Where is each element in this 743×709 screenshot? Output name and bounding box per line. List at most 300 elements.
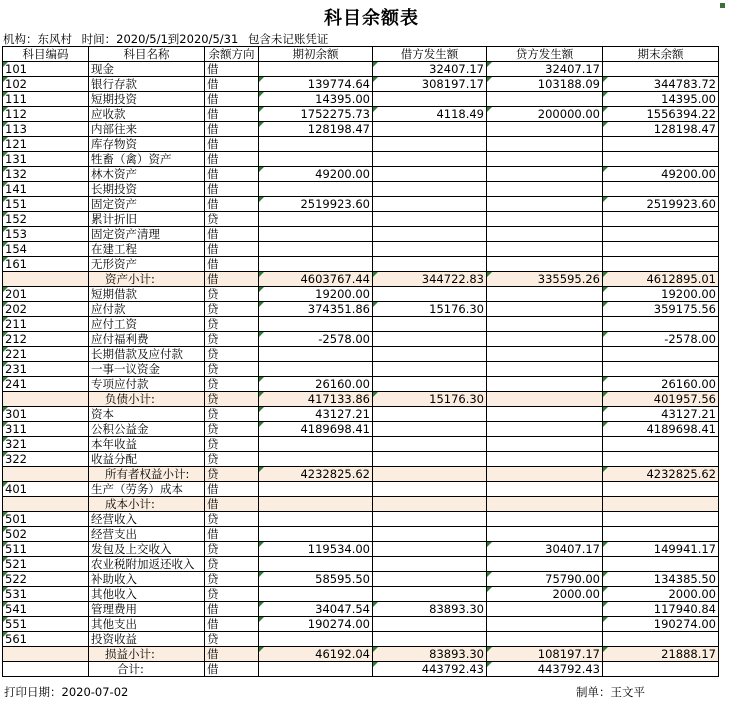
cell-opening[interactable]: 4603767.44 bbox=[259, 272, 373, 287]
cell-debit[interactable] bbox=[373, 452, 487, 467]
cell-name[interactable]: 损益小计: bbox=[89, 647, 205, 662]
cell-debit[interactable]: 443792.43 bbox=[373, 662, 487, 677]
cell-code[interactable] bbox=[3, 467, 89, 482]
cell-closing[interactable] bbox=[603, 452, 719, 467]
cell-code[interactable]: 551 bbox=[3, 617, 89, 632]
cell-code[interactable]: 202 bbox=[3, 302, 89, 317]
cell-credit[interactable] bbox=[487, 617, 603, 632]
cell-name[interactable]: 专项应付款 bbox=[89, 377, 205, 392]
cell-name[interactable]: 其他收入 bbox=[89, 587, 205, 602]
cell-closing[interactable] bbox=[603, 242, 719, 257]
cell-code[interactable]: 311 bbox=[3, 422, 89, 437]
cell-closing[interactable]: 149941.17 bbox=[603, 542, 719, 557]
cell-name[interactable]: 短期借款 bbox=[89, 287, 205, 302]
cell-code[interactable]: 531 bbox=[3, 587, 89, 602]
cell-direction[interactable]: 借 bbox=[205, 527, 259, 542]
cell-credit[interactable] bbox=[487, 122, 603, 137]
col-header-code[interactable]: 科目编码 bbox=[3, 47, 89, 62]
cell-closing[interactable]: 4612895.01 bbox=[603, 272, 719, 287]
cell-credit[interactable] bbox=[487, 392, 603, 407]
cell-credit[interactable]: 335595.26 bbox=[487, 272, 603, 287]
cell-debit[interactable] bbox=[373, 137, 487, 152]
cell-name[interactable]: 固定资产清理 bbox=[89, 227, 205, 242]
cell-opening[interactable]: 139774.64 bbox=[259, 77, 373, 92]
cell-name[interactable]: 库存物资 bbox=[89, 137, 205, 152]
cell-debit[interactable] bbox=[373, 182, 487, 197]
cell-opening[interactable] bbox=[259, 632, 373, 647]
cell-name[interactable]: 生产（劳务）成本 bbox=[89, 482, 205, 497]
cell-code[interactable]: 161 bbox=[3, 257, 89, 272]
cell-opening[interactable] bbox=[259, 257, 373, 272]
cell-credit[interactable] bbox=[487, 497, 603, 512]
cell-opening[interactable]: 49200.00 bbox=[259, 167, 373, 182]
cell-direction[interactable]: 贷 bbox=[205, 437, 259, 452]
cell-name[interactable]: 应付款 bbox=[89, 302, 205, 317]
cell-debit[interactable]: 344722.83 bbox=[373, 272, 487, 287]
cell-debit[interactable] bbox=[373, 122, 487, 137]
cell-opening[interactable] bbox=[259, 557, 373, 572]
cell-closing[interactable] bbox=[603, 527, 719, 542]
cell-direction[interactable]: 借 bbox=[205, 617, 259, 632]
cell-name[interactable]: 投资收益 bbox=[89, 632, 205, 647]
cell-direction[interactable]: 贷 bbox=[205, 317, 259, 332]
cell-debit[interactable] bbox=[373, 542, 487, 557]
cell-debit[interactable] bbox=[373, 377, 487, 392]
cell-debit[interactable] bbox=[373, 572, 487, 587]
cell-closing[interactable]: 134385.50 bbox=[603, 572, 719, 587]
cell-credit[interactable] bbox=[487, 437, 603, 452]
cell-code[interactable] bbox=[3, 662, 89, 677]
cell-direction[interactable]: 借 bbox=[205, 662, 259, 677]
cell-code[interactable]: 102 bbox=[3, 77, 89, 92]
cell-credit[interactable] bbox=[487, 152, 603, 167]
cell-code[interactable]: 101 bbox=[3, 62, 89, 77]
cell-opening[interactable]: 2519923.60 bbox=[259, 197, 373, 212]
cell-closing[interactable] bbox=[603, 362, 719, 377]
cell-closing[interactable]: 21888.17 bbox=[603, 647, 719, 662]
cell-credit[interactable]: 108197.17 bbox=[487, 647, 603, 662]
cell-name[interactable]: 现金 bbox=[89, 62, 205, 77]
cell-debit[interactable] bbox=[373, 332, 487, 347]
cell-opening[interactable]: 119534.00 bbox=[259, 542, 373, 557]
cell-credit[interactable] bbox=[487, 452, 603, 467]
cell-direction[interactable]: 借 bbox=[205, 272, 259, 287]
cell-closing[interactable] bbox=[603, 662, 719, 677]
cell-opening[interactable]: 58595.50 bbox=[259, 572, 373, 587]
cell-name[interactable]: 经营支出 bbox=[89, 527, 205, 542]
cell-credit[interactable] bbox=[487, 287, 603, 302]
cell-direction[interactable]: 借 bbox=[205, 242, 259, 257]
cell-opening[interactable]: 374351.86 bbox=[259, 302, 373, 317]
cell-code[interactable] bbox=[3, 647, 89, 662]
cell-opening[interactable]: 4232825.62 bbox=[259, 467, 373, 482]
cell-credit[interactable] bbox=[487, 302, 603, 317]
col-header-name[interactable]: 科目名称 bbox=[89, 47, 205, 62]
cell-debit[interactable] bbox=[373, 347, 487, 362]
cell-debit[interactable] bbox=[373, 527, 487, 542]
cell-closing[interactable] bbox=[603, 317, 719, 332]
cell-name[interactable]: 补助收入 bbox=[89, 572, 205, 587]
cell-name[interactable]: 在建工程 bbox=[89, 242, 205, 257]
cell-credit[interactable] bbox=[487, 377, 603, 392]
col-header-credit[interactable]: 贷方发生额 bbox=[487, 47, 603, 62]
cell-direction[interactable]: 贷 bbox=[205, 347, 259, 362]
cell-code[interactable]: 301 bbox=[3, 407, 89, 422]
cell-opening[interactable] bbox=[259, 512, 373, 527]
cell-closing[interactable]: 1556394.22 bbox=[603, 107, 719, 122]
cell-debit[interactable] bbox=[373, 197, 487, 212]
cell-direction[interactable]: 借 bbox=[205, 647, 259, 662]
cell-code[interactable]: 502 bbox=[3, 527, 89, 542]
cell-credit[interactable]: 32407.17 bbox=[487, 62, 603, 77]
cell-credit[interactable] bbox=[487, 137, 603, 152]
cell-name[interactable]: 应收款 bbox=[89, 107, 205, 122]
cell-code[interactable] bbox=[3, 497, 89, 512]
cell-debit[interactable] bbox=[373, 407, 487, 422]
cell-closing[interactable]: 49200.00 bbox=[603, 167, 719, 182]
cell-debit[interactable] bbox=[373, 212, 487, 227]
cell-code[interactable]: 522 bbox=[3, 572, 89, 587]
cell-direction[interactable]: 借 bbox=[205, 167, 259, 182]
cell-closing[interactable]: 359175.56 bbox=[603, 302, 719, 317]
cell-debit[interactable] bbox=[373, 167, 487, 182]
cell-credit[interactable]: 103188.09 bbox=[487, 77, 603, 92]
cell-name[interactable]: 成本小计: bbox=[89, 497, 205, 512]
cell-debit[interactable]: 15176.30 bbox=[373, 302, 487, 317]
cell-debit[interactable] bbox=[373, 362, 487, 377]
cell-name[interactable]: 公积公益金 bbox=[89, 422, 205, 437]
cell-debit[interactable]: 83893.30 bbox=[373, 647, 487, 662]
cell-direction[interactable]: 借 bbox=[205, 152, 259, 167]
cell-closing[interactable]: 344783.72 bbox=[603, 77, 719, 92]
cell-credit[interactable] bbox=[487, 467, 603, 482]
cell-code[interactable]: 511 bbox=[3, 542, 89, 557]
cell-opening[interactable]: 46192.04 bbox=[259, 647, 373, 662]
cell-opening[interactable]: 417133.86 bbox=[259, 392, 373, 407]
cell-opening[interactable] bbox=[259, 182, 373, 197]
cell-code[interactable]: 541 bbox=[3, 602, 89, 617]
cell-name[interactable]: 累计折旧 bbox=[89, 212, 205, 227]
cell-debit[interactable] bbox=[373, 497, 487, 512]
cell-code[interactable]: 112 bbox=[3, 107, 89, 122]
cell-debit[interactable]: 308197.17 bbox=[373, 77, 487, 92]
cell-name[interactable]: 管理费用 bbox=[89, 602, 205, 617]
cell-direction[interactable]: 贷 bbox=[205, 362, 259, 377]
cell-opening[interactable] bbox=[259, 137, 373, 152]
cell-code[interactable]: 153 bbox=[3, 227, 89, 242]
cell-debit[interactable] bbox=[373, 152, 487, 167]
cell-closing[interactable] bbox=[603, 62, 719, 77]
cell-direction[interactable]: 借 bbox=[205, 482, 259, 497]
cell-direction[interactable]: 借 bbox=[205, 227, 259, 242]
subtotal-row bbox=[3, 272, 719, 287]
cell-direction[interactable]: 借 bbox=[205, 92, 259, 107]
cell-closing[interactable]: 26160.00 bbox=[603, 377, 719, 392]
cell-closing[interactable] bbox=[603, 212, 719, 227]
cell-closing[interactable]: 4189698.41 bbox=[603, 422, 719, 437]
cell-direction[interactable]: 贷 bbox=[205, 332, 259, 347]
note-label: 包含未记账凭证 bbox=[247, 32, 329, 46]
cell-debit[interactable] bbox=[373, 287, 487, 302]
cell-code[interactable]: 212 bbox=[3, 332, 89, 347]
cell-debit[interactable]: 83893.30 bbox=[373, 602, 487, 617]
cell-closing[interactable]: 117940.84 bbox=[603, 602, 719, 617]
cell-credit[interactable] bbox=[487, 362, 603, 377]
cell-opening[interactable] bbox=[259, 452, 373, 467]
cell-debit[interactable] bbox=[373, 482, 487, 497]
cell-direction[interactable]: 贷 bbox=[205, 407, 259, 422]
cell-closing[interactable]: -2578.00 bbox=[603, 332, 719, 347]
cell-code[interactable]: 111 bbox=[3, 92, 89, 107]
cell-name[interactable]: 收益分配 bbox=[89, 452, 205, 467]
cell-direction[interactable]: 贷 bbox=[205, 587, 259, 602]
cell-name[interactable]: 应付福利费 bbox=[89, 332, 205, 347]
cell-closing[interactable]: 2519923.60 bbox=[603, 197, 719, 212]
cell-debit[interactable] bbox=[373, 632, 487, 647]
cell-opening[interactable]: 4189698.41 bbox=[259, 422, 373, 437]
cell-opening[interactable]: 1752275.73 bbox=[259, 107, 373, 122]
cell-opening[interactable] bbox=[259, 212, 373, 227]
cell-code[interactable]: 132 bbox=[3, 167, 89, 182]
cell-direction[interactable]: 借 bbox=[205, 62, 259, 77]
cell-name[interactable]: 农业税附加返还收入 bbox=[89, 557, 205, 572]
cell-opening[interactable]: 26160.00 bbox=[259, 377, 373, 392]
cell-closing[interactable] bbox=[603, 482, 719, 497]
cell-code[interactable]: 113 bbox=[3, 122, 89, 137]
cell-name[interactable]: 资产小计: bbox=[89, 272, 205, 287]
cell-credit[interactable] bbox=[487, 347, 603, 362]
cell-opening[interactable]: -2578.00 bbox=[259, 332, 373, 347]
cell-code[interactable]: 141 bbox=[3, 182, 89, 197]
cell-direction[interactable]: 贷 bbox=[205, 392, 259, 407]
cell-direction[interactable]: 贷 bbox=[205, 632, 259, 647]
cell-debit[interactable] bbox=[373, 257, 487, 272]
cell-opening[interactable] bbox=[259, 242, 373, 257]
cell-direction[interactable]: 贷 bbox=[205, 287, 259, 302]
table-row bbox=[3, 377, 719, 392]
cell-credit[interactable] bbox=[487, 317, 603, 332]
cell-credit[interactable] bbox=[487, 632, 603, 647]
cell-opening[interactable]: 19200.00 bbox=[259, 287, 373, 302]
cell-credit[interactable] bbox=[487, 527, 603, 542]
cell-credit[interactable]: 200000.00 bbox=[487, 107, 603, 122]
cell-name[interactable]: 一事一议资金 bbox=[89, 362, 205, 377]
col-header-opening[interactable]: 期初余额 bbox=[259, 47, 373, 62]
cell-closing[interactable]: 128198.47 bbox=[603, 122, 719, 137]
cell-opening[interactable] bbox=[259, 362, 373, 377]
cell-name[interactable]: 本年收益 bbox=[89, 437, 205, 452]
cell-debit[interactable] bbox=[373, 227, 487, 242]
cell-direction[interactable]: 贷 bbox=[205, 212, 259, 227]
cell-debit[interactable] bbox=[373, 617, 487, 632]
cell-credit[interactable]: 443792.43 bbox=[487, 662, 603, 677]
cell-direction[interactable]: 贷 bbox=[205, 467, 259, 482]
cell-credit[interactable] bbox=[487, 512, 603, 527]
cell-code[interactable]: 211 bbox=[3, 317, 89, 332]
cell-debit[interactable] bbox=[373, 437, 487, 452]
cell-closing[interactable] bbox=[603, 257, 719, 272]
cell-direction[interactable]: 贷 bbox=[205, 422, 259, 437]
col-header-closing[interactable]: 期末余额 bbox=[603, 47, 719, 62]
cell-name[interactable]: 无形资产 bbox=[89, 257, 205, 272]
cell-credit[interactable] bbox=[487, 212, 603, 227]
cell-debit[interactable] bbox=[373, 557, 487, 572]
cell-direction[interactable]: 借 bbox=[205, 197, 259, 212]
cell-debit[interactable] bbox=[373, 92, 487, 107]
cell-name[interactable]: 所有者权益小计: bbox=[89, 467, 205, 482]
cell-closing[interactable] bbox=[603, 152, 719, 167]
cell-credit[interactable] bbox=[487, 167, 603, 182]
cell-code[interactable]: 521 bbox=[3, 557, 89, 572]
cell-name[interactable]: 林木资产 bbox=[89, 167, 205, 182]
cell-name[interactable]: 内部往来 bbox=[89, 122, 205, 137]
cell-closing[interactable]: 401957.56 bbox=[603, 392, 719, 407]
cell-closing[interactable] bbox=[603, 347, 719, 362]
table-row bbox=[3, 182, 719, 197]
cell-direction[interactable]: 贷 bbox=[205, 302, 259, 317]
cell-opening[interactable]: 128198.47 bbox=[259, 122, 373, 137]
cell-opening[interactable]: 190274.00 bbox=[259, 617, 373, 632]
cell-credit[interactable] bbox=[487, 407, 603, 422]
cell-direction[interactable]: 借 bbox=[205, 137, 259, 152]
cell-code[interactable]: 241 bbox=[3, 377, 89, 392]
cell-closing[interactable] bbox=[603, 137, 719, 152]
cell-credit[interactable] bbox=[487, 92, 603, 107]
cell-credit[interactable]: 2000.00 bbox=[487, 587, 603, 602]
cell-direction[interactable]: 贷 bbox=[205, 572, 259, 587]
cell-name[interactable]: 负债小计: bbox=[89, 392, 205, 407]
cell-code[interactable]: 221 bbox=[3, 347, 89, 362]
cell-direction[interactable]: 借 bbox=[205, 107, 259, 122]
cell-opening[interactable] bbox=[259, 62, 373, 77]
cell-closing[interactable]: 43127.21 bbox=[603, 407, 719, 422]
cell-credit[interactable] bbox=[487, 257, 603, 272]
cell-closing[interactable]: 4232825.62 bbox=[603, 467, 719, 482]
cell-opening[interactable] bbox=[259, 317, 373, 332]
cell-direction[interactable]: 贷 bbox=[205, 512, 259, 527]
cell-debit[interactable] bbox=[373, 587, 487, 602]
cell-code[interactable]: 151 bbox=[3, 197, 89, 212]
cell-name[interactable]: 发包及上交收入 bbox=[89, 542, 205, 557]
cell-debit[interactable] bbox=[373, 422, 487, 437]
cell-credit[interactable] bbox=[487, 182, 603, 197]
cell-name[interactable]: 短期投资 bbox=[89, 92, 205, 107]
cell-opening[interactable] bbox=[259, 527, 373, 542]
cell-debit[interactable]: 15176.30 bbox=[373, 392, 487, 407]
cell-closing[interactable] bbox=[603, 227, 719, 242]
cell-name[interactable]: 应付工资 bbox=[89, 317, 205, 332]
cell-closing[interactable]: 14395.00 bbox=[603, 92, 719, 107]
cell-code[interactable]: 152 bbox=[3, 212, 89, 227]
cell-code[interactable]: 561 bbox=[3, 632, 89, 647]
cell-opening[interactable]: 34047.54 bbox=[259, 602, 373, 617]
cell-direction[interactable]: 贷 bbox=[205, 542, 259, 557]
cell-code[interactable] bbox=[3, 392, 89, 407]
cell-credit[interactable] bbox=[487, 422, 603, 437]
cell-opening[interactable] bbox=[259, 347, 373, 362]
cell-code[interactable]: 401 bbox=[3, 482, 89, 497]
cell-code[interactable]: 121 bbox=[3, 137, 89, 152]
cell-direction[interactable]: 借 bbox=[205, 122, 259, 137]
cell-credit[interactable] bbox=[487, 242, 603, 257]
cell-credit[interactable] bbox=[487, 482, 603, 497]
cell-debit[interactable]: 32407.17 bbox=[373, 62, 487, 77]
cell-name[interactable]: 固定资产 bbox=[89, 197, 205, 212]
cell-credit[interactable] bbox=[487, 557, 603, 572]
cell-credit[interactable]: 30407.17 bbox=[487, 542, 603, 557]
cell-closing[interactable] bbox=[603, 497, 719, 512]
table-row bbox=[3, 302, 719, 317]
cell-credit[interactable] bbox=[487, 197, 603, 212]
cell-code[interactable]: 131 bbox=[3, 152, 89, 167]
cell-opening[interactable] bbox=[259, 587, 373, 602]
cell-opening[interactable] bbox=[259, 152, 373, 167]
cell-opening[interactable] bbox=[259, 482, 373, 497]
cell-credit[interactable] bbox=[487, 227, 603, 242]
cell-closing[interactable] bbox=[603, 182, 719, 197]
cell-direction[interactable]: 借 bbox=[205, 182, 259, 197]
cell-code[interactable]: 154 bbox=[3, 242, 89, 257]
cell-closing[interactable] bbox=[603, 512, 719, 527]
cell-opening[interactable]: 14395.00 bbox=[259, 92, 373, 107]
cell-closing[interactable]: 190274.00 bbox=[603, 617, 719, 632]
cell-direction[interactable]: 借 bbox=[205, 497, 259, 512]
cell-closing[interactable]: 2000.00 bbox=[603, 587, 719, 602]
cell-closing[interactable] bbox=[603, 437, 719, 452]
cell-name[interactable]: 合计: bbox=[89, 662, 205, 677]
cell-debit[interactable] bbox=[373, 512, 487, 527]
cell-direction[interactable]: 贷 bbox=[205, 557, 259, 572]
col-header-direction[interactable]: 余额方向 bbox=[205, 47, 259, 62]
cell-direction[interactable]: 贷 bbox=[205, 452, 259, 467]
cell-name[interactable]: 其他支出 bbox=[89, 617, 205, 632]
cell-opening[interactable] bbox=[259, 497, 373, 512]
cell-credit[interactable] bbox=[487, 602, 603, 617]
cell-code[interactable]: 201 bbox=[3, 287, 89, 302]
cell-direction[interactable]: 借 bbox=[205, 602, 259, 617]
cell-code[interactable]: 501 bbox=[3, 512, 89, 527]
cell-direction[interactable]: 贷 bbox=[205, 377, 259, 392]
cell-closing[interactable] bbox=[603, 632, 719, 647]
cell-name[interactable]: 长期投资 bbox=[89, 182, 205, 197]
cell-name[interactable]: 资本 bbox=[89, 407, 205, 422]
cell-debit[interactable]: 4118.49 bbox=[373, 107, 487, 122]
cell-debit[interactable] bbox=[373, 467, 487, 482]
cell-opening[interactable]: 43127.21 bbox=[259, 407, 373, 422]
cell-opening[interactable] bbox=[259, 662, 373, 677]
col-header-debit[interactable]: 借方发生额 bbox=[373, 47, 487, 62]
cell-code[interactable]: 231 bbox=[3, 362, 89, 377]
cell-credit[interactable] bbox=[487, 332, 603, 347]
cell-name[interactable]: 长期借款及应付款 bbox=[89, 347, 205, 362]
cell-direction[interactable]: 借 bbox=[205, 77, 259, 92]
table-row bbox=[3, 602, 719, 617]
cell-name[interactable]: 牲畜（禽）资产 bbox=[89, 152, 205, 167]
cell-code[interactable] bbox=[3, 272, 89, 287]
cell-name[interactable]: 银行存款 bbox=[89, 77, 205, 92]
cell-opening[interactable] bbox=[259, 437, 373, 452]
cell-credit[interactable]: 75790.00 bbox=[487, 572, 603, 587]
cell-direction[interactable]: 借 bbox=[205, 257, 259, 272]
cell-name[interactable]: 经营收入 bbox=[89, 512, 205, 527]
cell-code[interactable]: 322 bbox=[3, 452, 89, 467]
cell-debit[interactable] bbox=[373, 242, 487, 257]
cell-opening[interactable] bbox=[259, 227, 373, 242]
cell-code[interactable]: 321 bbox=[3, 437, 89, 452]
cell-debit[interactable] bbox=[373, 317, 487, 332]
cell-closing[interactable] bbox=[603, 557, 719, 572]
cell-closing[interactable]: 19200.00 bbox=[603, 287, 719, 302]
